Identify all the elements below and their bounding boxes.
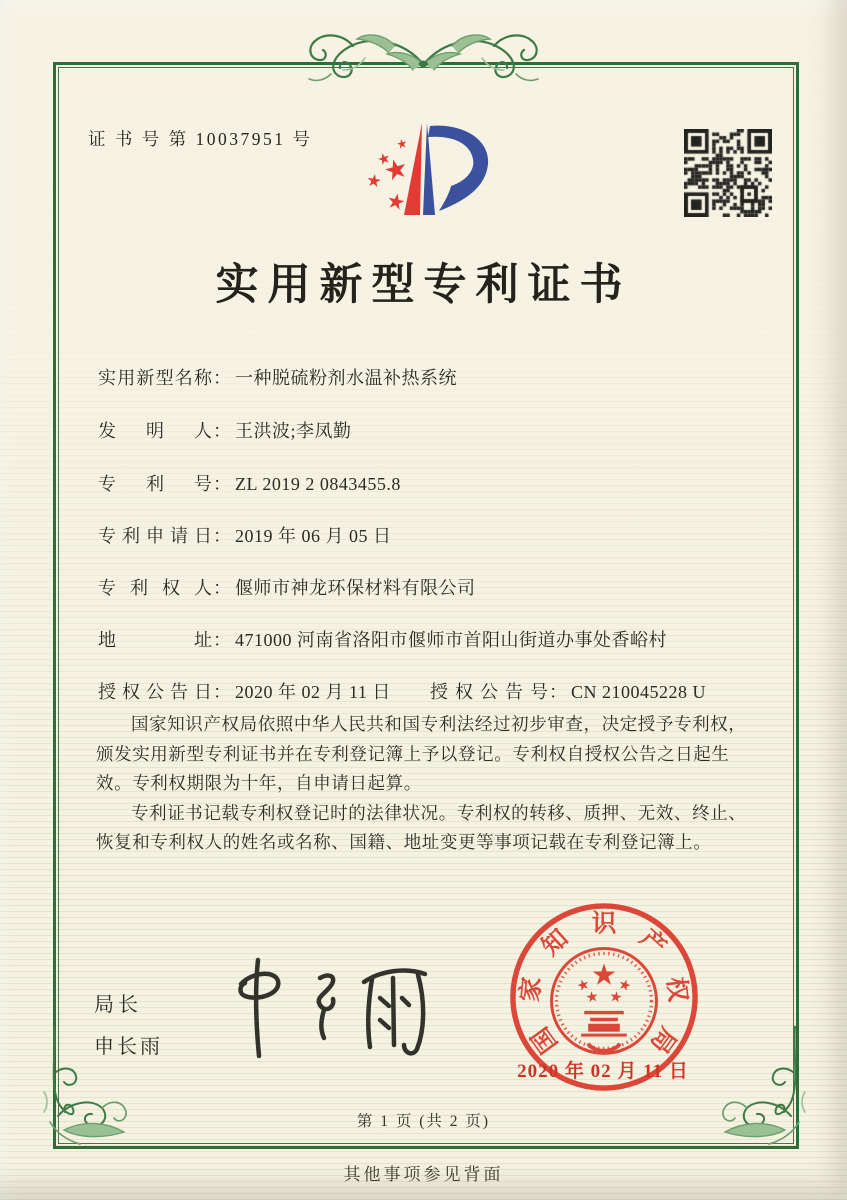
field-colon: ： (213, 526, 231, 546)
field-value: 2019 年 06 月 05 日 (235, 526, 392, 546)
national-emblem-icon (552, 948, 657, 1053)
field-colon: ： (213, 578, 231, 598)
field-label: 专利号 (98, 474, 212, 494)
seal-char: 国 (526, 1021, 564, 1058)
qr-code (684, 129, 772, 217)
field-value: 471000 河南省洛阳市偃师市首阳山街道办事处香峪村 (235, 630, 667, 650)
field-row-name (98, 364, 758, 390)
seal-char: 产 (634, 924, 671, 962)
commissioner-signature (228, 948, 443, 1066)
field-label: 专利申请日 (98, 526, 212, 546)
seal-char: 知 (537, 924, 574, 962)
field-value: 2020 年 02 月 11 日 (235, 682, 391, 702)
legal-paragraph: 专利证书记载专利权登记时的法律状况。专利权的转移、质押、无效、终止、恢复和专利权人的姓名或名称、国籍、地址变更等事项记载在专利登记簿上。 (96, 802, 747, 852)
commissioner-title: 局长 (94, 994, 142, 1016)
field-label: 发明人 (98, 421, 212, 441)
field-row-filing-date (98, 522, 758, 548)
field-label: 地址 (98, 630, 212, 650)
field-colon: ： (213, 630, 231, 650)
field-label: 实用新型名称 (98, 368, 212, 388)
seal-char: 家 (516, 975, 547, 1004)
field-row-inventor (98, 417, 758, 443)
seal-date: 2020 年 02 月 11 日 (517, 1061, 689, 1082)
field-value: ZL 2019 2 0843455.8 (235, 474, 401, 494)
field-row-grant (98, 678, 758, 704)
back-note: 其他事项参见背面 (343, 1165, 504, 1184)
certificate-title: 实用新型专利证书 (215, 262, 632, 309)
legal-text (96, 710, 754, 858)
field-colon: ： (213, 368, 231, 388)
certificate-number: 证 书 号 第 10037951 号 (88, 129, 313, 149)
field-colon: ： (213, 474, 231, 494)
seal-char: 识 (591, 910, 617, 938)
seal-char: 权 (661, 975, 692, 1004)
field-colon: ： (549, 682, 567, 702)
field-colon: ： (213, 682, 231, 702)
field-label: 专利权人 (98, 578, 212, 598)
field-row-patent-no (98, 470, 758, 496)
seal-char: 局 (644, 1021, 682, 1058)
page-info: 第 1 页 (共 2 页) (356, 1113, 491, 1130)
field-grant-number (430, 678, 706, 704)
field-row-address (98, 626, 758, 652)
corner-flourish-icon (721, 1026, 813, 1152)
field-value: 王洪波;李凤勤 (235, 421, 352, 441)
legal-paragraph: 国家知识产权局依照中华人民共和国专利法经过初步审查，决定授予专利权，颁发实用新型专利证书并在专利登记簿上予以登记。专利权自授权公告之日起生效。专利权期限为十年，自申请日起算。 (96, 714, 747, 793)
cnipa-logo-icon (366, 120, 496, 222)
top-scroll-ornament-icon (295, 24, 552, 88)
commissioner-name: 申长雨 (94, 1036, 163, 1058)
field-label: 授权公告号 (430, 682, 548, 702)
field-colon: ： (213, 421, 231, 441)
field-value: 偃师市神龙环保材料有限公司 (235, 578, 476, 598)
field-value: 一种脱硫粉剂水温补热系统 (235, 368, 457, 388)
field-label: 授权公告日 (98, 682, 212, 702)
field-value: CN 210045228 U (571, 682, 707, 702)
field-row-patentee (98, 574, 758, 600)
